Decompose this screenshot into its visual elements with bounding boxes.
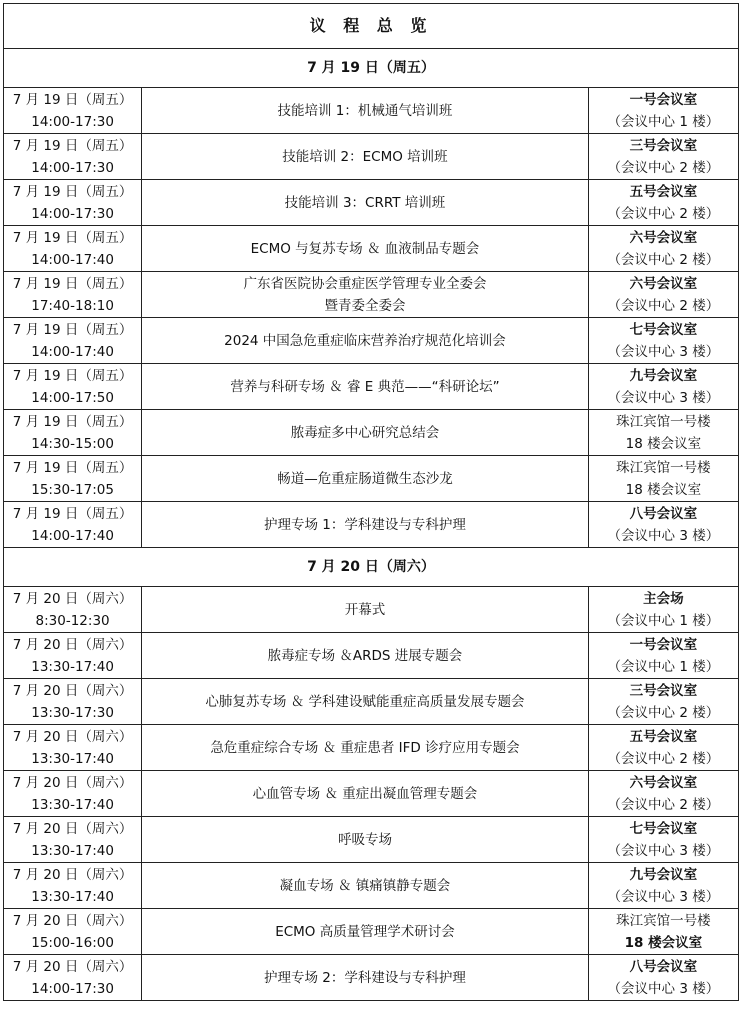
venue-name: 珠江宾馆一号楼 [616, 459, 711, 476]
session-row [4, 679, 739, 725]
session-time-cell [4, 502, 142, 548]
day-header-row [4, 548, 739, 587]
session-row [4, 502, 739, 548]
session-time-cell [4, 134, 142, 180]
session-event-cell [142, 318, 589, 364]
session-event-title: 暨青委全委会 [324, 297, 406, 314]
session-venue-cell [588, 955, 738, 1001]
venue-name: 三号会议室 [629, 137, 698, 154]
session-venue-cell [588, 272, 738, 318]
session-event-title: 护理专场 1：学科建设与专科护理 [264, 516, 466, 533]
session-date: 7 月 20 日（周六） [12, 774, 133, 791]
session-time-cell [4, 364, 142, 410]
session-date: 7 月 20 日（周六） [12, 866, 133, 883]
session-venue-cell [588, 502, 738, 548]
session-date: 7 月 20 日（周六） [12, 682, 133, 699]
venue-name: 五号会议室 [629, 728, 698, 745]
day-header-row [4, 49, 739, 88]
session-event-cell [142, 456, 589, 502]
session-time-cell [4, 226, 142, 272]
session-time: 13:30-17:40 [31, 658, 114, 675]
session-time: 14:00-17:30 [31, 159, 114, 176]
session-venue-cell [588, 633, 738, 679]
session-time-cell [4, 909, 142, 955]
session-time-cell [4, 817, 142, 863]
session-event-cell [142, 587, 589, 633]
session-event-cell [142, 502, 589, 548]
venue-location: （会议中心 2 楼） [607, 796, 720, 813]
session-date: 7 月 19 日（周五） [12, 137, 133, 154]
session-date: 7 月 19 日（周五） [12, 275, 133, 292]
session-event-title: 脓毒症专场 ＆ARDS 进展专题会 [267, 647, 463, 664]
session-venue-cell [588, 725, 738, 771]
venue-name: 一号会议室 [629, 91, 698, 108]
venue-location: （会议中心 3 楼） [607, 343, 720, 360]
session-venue-cell [588, 863, 738, 909]
session-event-title: 2024 中国急危重症临床营养治疗规范化培训会 [224, 332, 506, 349]
session-row [4, 226, 739, 272]
venue-name: 主会场 [643, 590, 684, 607]
session-time: 14:00-17:40 [31, 251, 114, 268]
session-event-cell [142, 272, 589, 318]
session-venue-cell [588, 587, 738, 633]
session-event-cell [142, 633, 589, 679]
session-time-cell [4, 410, 142, 456]
session-date: 7 月 20 日（周六） [12, 590, 133, 607]
session-venue-cell [588, 771, 738, 817]
session-time-cell [4, 88, 142, 134]
venue-location: （会议中心 3 楼） [607, 389, 720, 406]
session-row [4, 180, 739, 226]
session-venue-cell [588, 909, 738, 955]
venue-location: （会议中心 3 楼） [607, 980, 720, 997]
session-row [4, 863, 739, 909]
session-date: 7 月 19 日（周五） [12, 91, 133, 108]
venue-location: （会议中心 2 楼） [607, 704, 720, 721]
session-venue-cell [588, 318, 738, 364]
session-venue-cell [588, 180, 738, 226]
session-time: 13:30-17:40 [31, 796, 114, 813]
session-date: 7 月 19 日（周五） [12, 459, 133, 476]
session-venue-cell [588, 456, 738, 502]
session-time-cell [4, 180, 142, 226]
session-row [4, 134, 739, 180]
session-time-cell [4, 633, 142, 679]
session-time: 13:30-17:30 [31, 704, 114, 721]
session-row [4, 456, 739, 502]
session-row [4, 410, 739, 456]
session-date: 7 月 20 日（周六） [12, 820, 133, 837]
venue-location: （会议中心 2 楼） [607, 159, 720, 176]
session-event-title: 技能培训 2：ECMO 培训班 [282, 148, 448, 165]
session-event-title: 呼吸专场 [337, 831, 392, 848]
session-event-cell [142, 364, 589, 410]
agenda-body [4, 4, 739, 1001]
session-date: 7 月 20 日（周六） [12, 728, 133, 745]
session-venue-cell [588, 364, 738, 410]
venue-name: 五号会议室 [629, 183, 698, 200]
session-venue-cell [588, 817, 738, 863]
session-event-title: 心血管专场 ＆ 重症出凝血管理专题会 [252, 785, 478, 802]
session-event-cell [142, 180, 589, 226]
venue-location: （会议中心 3 楼） [607, 527, 720, 544]
venue-location: 18 楼会议室 [625, 435, 702, 452]
session-event-cell [142, 909, 589, 955]
venue-name: 六号会议室 [629, 275, 698, 292]
session-row [4, 771, 739, 817]
session-time-cell [4, 955, 142, 1001]
session-time: 14:00-17:50 [31, 389, 114, 406]
venue-location: （会议中心 2 楼） [607, 297, 720, 314]
venue-location: （会议中心 2 楼） [607, 205, 720, 222]
agenda-table [3, 3, 739, 1001]
session-event-cell [142, 955, 589, 1001]
session-date: 7 月 19 日（周五） [12, 183, 133, 200]
session-row [4, 318, 739, 364]
session-venue-cell [588, 679, 738, 725]
session-event-title: 营养与科研专场 ＆ 睿 E 典范——“科研论坛” [230, 378, 500, 395]
session-time-cell [4, 272, 142, 318]
session-event-title: 技能培训 3：CRRT 培训班 [284, 194, 446, 211]
venue-name: 六号会议室 [629, 229, 698, 246]
venue-name: 九号会议室 [629, 866, 698, 883]
session-event-cell [142, 226, 589, 272]
venue-location: （会议中心 1 楼） [607, 658, 720, 675]
session-event-title: ECMO 与复苏专场 ＆ 血液制品专题会 [250, 240, 480, 257]
session-time: 14:00-17:30 [31, 980, 114, 997]
venue-name: 珠江宾馆一号楼 [616, 912, 711, 929]
session-event-cell [142, 88, 589, 134]
session-event-cell [142, 134, 589, 180]
session-time: 14:30-15:00 [31, 435, 114, 452]
session-time: 14:00-17:40 [31, 527, 114, 544]
day-heading: 7 月 19 日（周五） [4, 49, 739, 88]
venue-name: 八号会议室 [629, 958, 698, 975]
day-heading: 7 月 20 日（周六） [4, 548, 739, 587]
session-row [4, 272, 739, 318]
session-time-cell [4, 863, 142, 909]
venue-name: 八号会议室 [629, 505, 698, 522]
session-time: 15:00-16:00 [31, 934, 114, 951]
session-event-cell [142, 817, 589, 863]
session-time: 13:30-17:40 [31, 888, 114, 905]
session-event-title: 急危重症综合专场 ＆ 重症患者 IFD 诊疗应用专题会 [210, 739, 520, 756]
session-time-cell [4, 725, 142, 771]
session-time: 8:30-12:30 [35, 612, 110, 629]
session-event-cell [142, 771, 589, 817]
venue-location: （会议中心 1 楼） [607, 113, 720, 130]
session-event-cell [142, 725, 589, 771]
session-event-title: 畅道—危重症肠道微生态沙龙 [277, 470, 453, 487]
venue-name: 九号会议室 [629, 367, 698, 384]
session-row [4, 909, 739, 955]
venue-location: 18 楼会议室 [624, 934, 703, 951]
session-date: 7 月 20 日（周六） [12, 958, 133, 975]
session-row [4, 364, 739, 410]
venue-name: 一号会议室 [629, 636, 698, 653]
session-event-title: 护理专场 2：学科建设与专科护理 [264, 969, 466, 986]
session-time: 14:00-17:30 [31, 113, 114, 130]
venue-location: （会议中心 2 楼） [607, 251, 720, 268]
session-time: 13:30-17:40 [31, 750, 114, 767]
session-event-cell [142, 863, 589, 909]
session-venue-cell [588, 88, 738, 134]
venue-name: 七号会议室 [629, 820, 698, 837]
venue-name: 七号会议室 [629, 321, 698, 338]
session-event-title: 开幕式 [344, 601, 386, 618]
session-event-title: 脓毒症多中心研究总结会 [290, 424, 440, 441]
session-time-cell [4, 771, 142, 817]
session-time: 15:30-17:05 [31, 481, 114, 498]
session-event-title: 技能培训 1：机械通气培训班 [277, 102, 453, 119]
session-row [4, 725, 739, 771]
session-date: 7 月 19 日（周五） [12, 413, 133, 430]
session-venue-cell [588, 226, 738, 272]
venue-name: 三号会议室 [629, 682, 698, 699]
session-event-cell [142, 410, 589, 456]
session-event-title: ECMO 高质量管理学术研讨会 [275, 923, 455, 940]
venue-location: （会议中心 3 楼） [607, 842, 720, 859]
venue-name: 六号会议室 [629, 774, 698, 791]
venue-name: 珠江宾馆一号楼 [616, 413, 711, 430]
session-event-cell [142, 679, 589, 725]
session-time-cell [4, 679, 142, 725]
session-time-cell [4, 318, 142, 364]
session-date: 7 月 19 日（周五） [12, 321, 133, 338]
session-event-title: 凝血专场 ＆ 镇痛镇静专题会 [279, 877, 451, 894]
session-date: 7 月 20 日（周六） [12, 912, 133, 929]
session-time: 17:40-18:10 [31, 297, 114, 314]
session-time-cell [4, 587, 142, 633]
session-time-cell [4, 456, 142, 502]
session-row [4, 88, 739, 134]
session-date: 7 月 20 日（周六） [12, 636, 133, 653]
venue-location: （会议中心 3 楼） [607, 888, 720, 905]
session-time: 14:00-17:30 [31, 205, 114, 222]
session-date: 7 月 19 日（周五） [12, 229, 133, 246]
session-row [4, 955, 739, 1001]
session-time: 14:00-17:40 [31, 343, 114, 360]
session-venue-cell [588, 134, 738, 180]
session-date: 7 月 19 日（周五） [12, 505, 133, 522]
session-time: 13:30-17:40 [31, 842, 114, 859]
session-row [4, 817, 739, 863]
session-event-title: 广东省医院协会重症医学管理专业全委会 [243, 275, 487, 292]
venue-location: （会议中心 2 楼） [607, 750, 720, 767]
session-venue-cell [588, 410, 738, 456]
session-row [4, 587, 739, 633]
agenda-title: 议 程 总 览 [4, 4, 739, 49]
venue-location: （会议中心 1 楼） [607, 612, 720, 629]
session-row [4, 633, 739, 679]
session-event-title: 心肺复苏专场 ＆ 学科建设赋能重症高质量发展专题会 [205, 693, 525, 710]
venue-location: 18 楼会议室 [625, 481, 702, 498]
agenda-page [3, 3, 739, 1001]
session-date: 7 月 19 日（周五） [12, 367, 133, 384]
